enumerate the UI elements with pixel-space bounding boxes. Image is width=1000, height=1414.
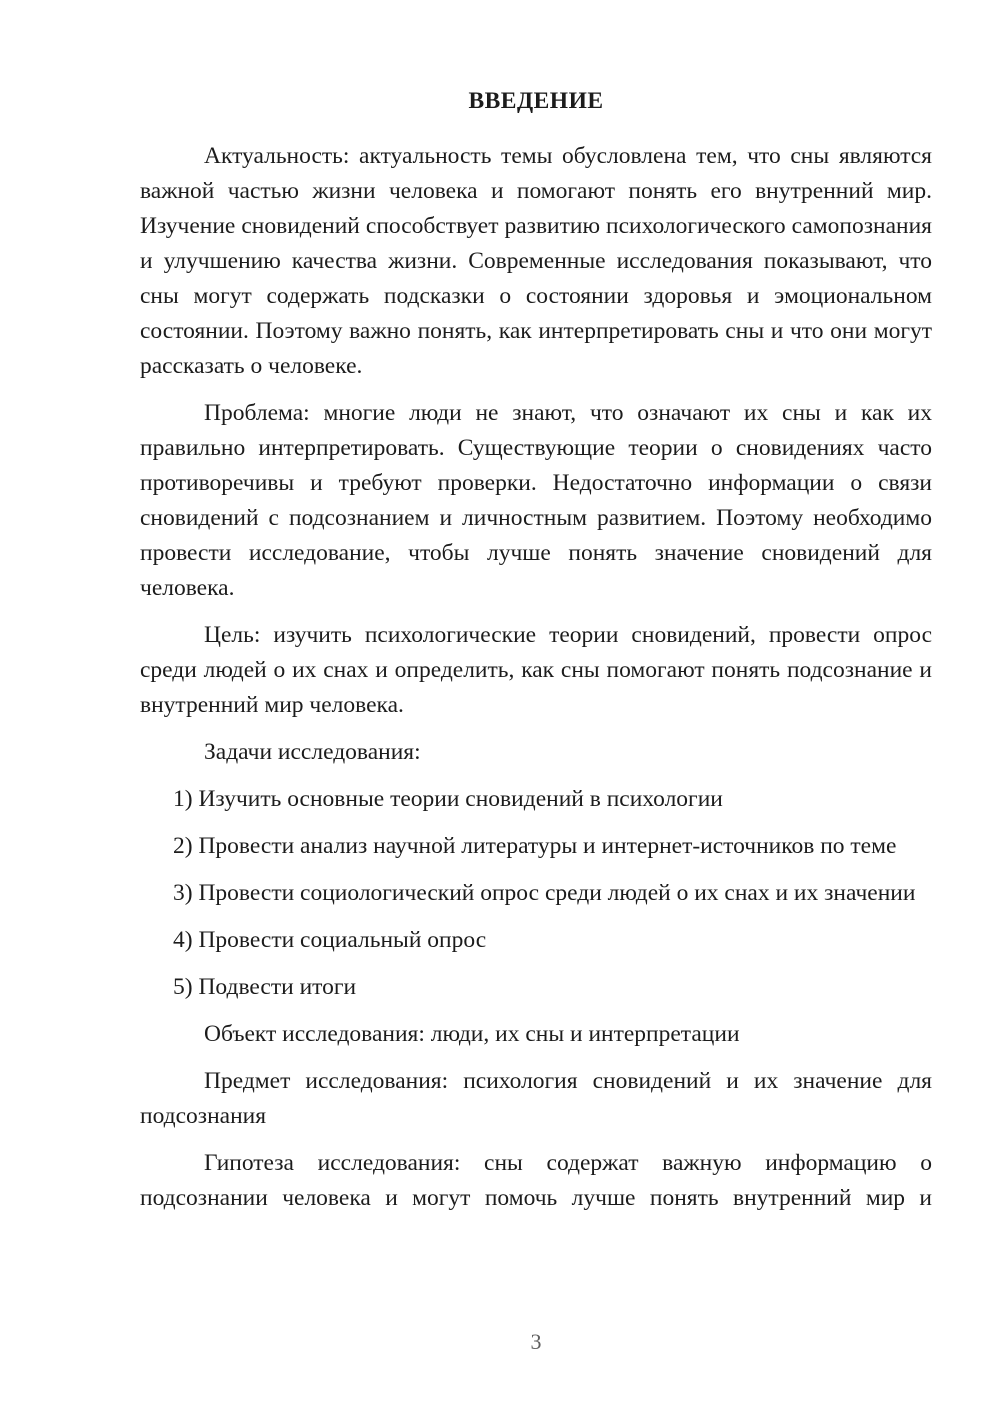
page-title: ВВЕДЕНИЕ [468,88,604,114]
task-item-4: 4) Провести социальный опрос [173,927,487,953]
document-content [140,84,932,1216]
task-item-3: 3) Провести социологический опрос среди людей о их снах и их значении [173,880,916,906]
paragraph-relevance: Актуальность: актуальность темы обусловлена тем, что сны являются важной частью жизни человека и помогают понять его внутренний мир. Изучение сновидений способствует развитию психологического самопознания и улучшению качества жизни. Современные исследования показывают, что сны могут содержать подсказки о состоянии здоровья и эмоциональном состоянии. Поэтому важно понять, как интерпретировать сны и что они могут рассказать о человеке. [140,143,932,379]
task-item-5: 5) Подвести итоги [173,974,357,1000]
paragraph-goal: Цель: изучить психологические теории сновидений, провести опрос среди людей о их снах и определить, как сны помогают понять подсознание и внутренний мир человека. [140,622,932,718]
paragraph-object: Объект исследования: люди, их сны и интерпретации [204,1021,740,1047]
task-item-1: 1) Изучить основные теории сновидений в психологии [173,786,723,812]
paragraph-subject: Предмет исследования: психология сновидений и их значение для подсознания [140,1068,932,1129]
task-item-2: 2) Провести анализ научной литературы и интернет-источников по теме [173,833,897,859]
paragraph-hypothesis: Гипотеза исследования: сны содержат важную информацию о подсознании человека и могут помочь лучше понять внутренний мир и [140,1150,932,1211]
paragraph-problem: Проблема: многие люди не знают, что означают их сны и как их правильно интерпретировать. Существующие теории о сновидениях часто противоречивы и требуют проверки. Недостаточно информации о связи сновидений с подсознанием и личностным развитием. Поэтому необходимо провести исследование, чтобы лучше понять значение сновидений для человека. [140,400,932,601]
paragraph-tasks-heading: Задачи исследования: [204,739,421,765]
page-number: 3 [530,1329,542,1354]
